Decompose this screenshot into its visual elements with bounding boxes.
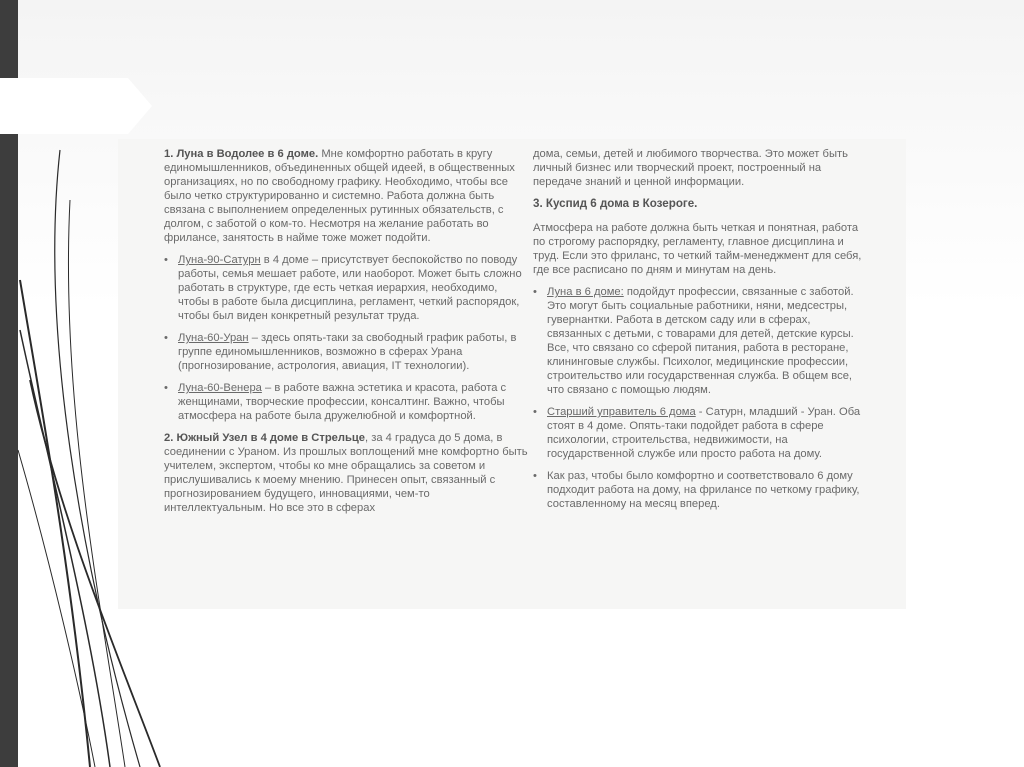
bullet-text: подойдут профессии, связанные с заботой. Это могут быть социальные работники, няни, медсестры, гувернантки. Работа в детском саду или в сферах, связанных с детьми, с товарами для детей, детские курсы. Все, что связано со сферой питания, работа в ресторане, клининговые службы. Психолог, медицинские профессии, строительство или государственная служба. В общем все, что связано с помощью людям. — [547, 286, 854, 396]
section-2 — [164, 431, 529, 515]
slide-tab-shape — [0, 78, 152, 134]
right-column — [533, 147, 868, 519]
list-item — [533, 469, 868, 511]
section-2-heading: 2. Южный Узел в 4 доме в Стрельце — [164, 432, 365, 444]
section-1 — [164, 147, 529, 245]
right-bullet-list — [533, 285, 868, 511]
document-image — [118, 139, 906, 609]
bullet-text: в 4 доме – присутствует беспокойство по поводу работы, семья мешает работе, или наоборот. Может быть сложно работать в структуре, где есть четкая иерархия, необходимо, чтобы в работе была дисциплина, регламент, четкий распорядок, чтобы был виден конкретный результат труда. — [178, 254, 522, 322]
section-3-heading: 3. Куспид 6 дома в Козероге. — [533, 197, 698, 210]
bullet-term: Старший управитель 6 дома — [547, 406, 696, 418]
bullet-term: Луна в 6 доме: — [547, 286, 624, 298]
list-item — [164, 381, 529, 423]
bullet-text: – в работе важна эстетика и красота, работа с женщинами, творческие профессии, консалтинг. Важно, чтобы атмосфера на работе была дружелюбной и комфортной. — [178, 382, 507, 422]
list-item — [164, 253, 529, 323]
bullet-term: Луна-60-Венера — [178, 382, 262, 394]
section-1-heading: 1. Луна в Водолее в 6 доме. — [164, 148, 319, 160]
section-3-text: Атмосфера на работе должна быть четкая и понятная, работа по строгому распорядку, регламенту, главное дисциплина и труд. Если это фриланс, то четкий тайм-менеджмент для себя, где все расписано по дням и минутам на день. — [533, 222, 862, 276]
list-item — [164, 331, 529, 373]
section-2-text: , за 4 градуса до 5 дома, в соединении с Ураном. Из прошлых воплощений мне комфортно быть учителем, экспертом, чтобы ко мне обращались за советом и прислушивались к моему мнению. Принесен опыт, связанный с прогнозированием будущего, инновациями, чем-то интеллектуальным. Но все это в сферах — [164, 432, 528, 514]
bullet-text: Как раз, чтобы было комфортно и соответствовало 6 дому подходит работа на дому, на фрилансе по четкому графику, составленному на месяц вперед. — [547, 470, 860, 510]
continuation-text: дома, семьи, детей и любимого творчества. Это может быть личный бизнес или творческий проект, построенный на передаче знаний и ценной информации. — [533, 148, 848, 188]
left-column — [164, 147, 529, 523]
bullet-text: – здесь опять-таки за свободный график работы, в группе единомышленников, возможно в сферах Урана (прогнозирование, астрология, авиация, IT технологии). — [178, 332, 517, 372]
bullet-term: Луна-90-Сатурн — [178, 254, 261, 266]
list-item — [533, 285, 868, 397]
section-1-text: Мне комфортно работать в кругу единомышленников, объединенных общей идеей, в общественных организациях, но по свободному графику. Необходимо, чтобы все было четко структурированно и системно. Работа должна быть связана с выполнением определенных рутинных обязательств, с долгом, с заботой о ком-то. Несмотря на желание работать во фрилансе, занятость в найме тоже может подойти. — [164, 148, 515, 244]
left-bullet-list — [164, 253, 529, 423]
list-item — [533, 405, 868, 461]
bullet-term: Луна-60-Уран — [178, 332, 249, 344]
bullet-text: - Сатурн, младший - Уран. Оба стоят в 4 доме. Опять-таки подойдет работа в сфере психологии, строительства, недвижимости, на государственной службе или просто работа на дому. — [547, 406, 861, 460]
